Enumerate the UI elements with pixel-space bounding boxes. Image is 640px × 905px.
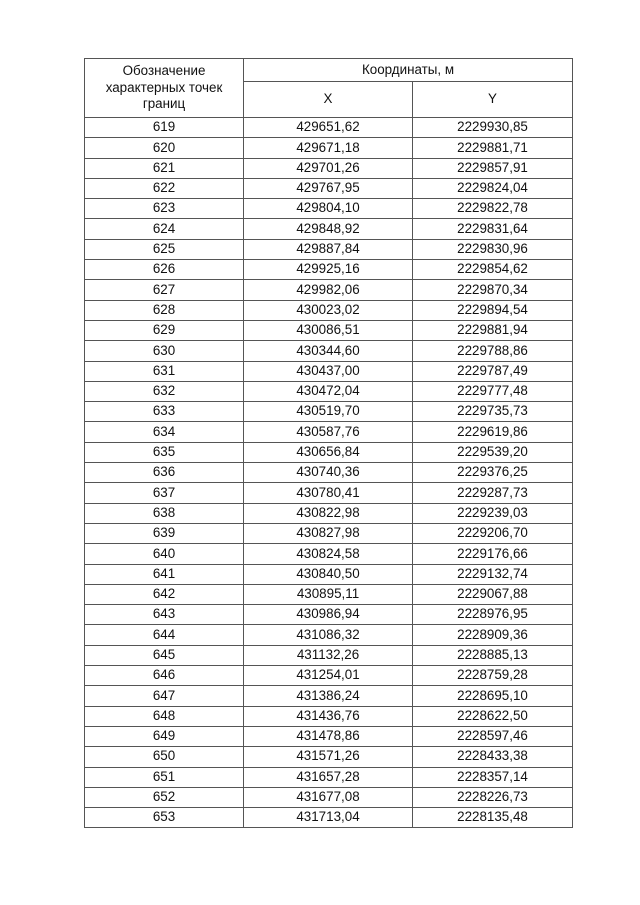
table-row xyxy=(85,178,573,198)
point-number-cell: 643 xyxy=(85,605,244,625)
table-row xyxy=(85,523,573,543)
x-coordinate-cell: 430824,58 xyxy=(244,544,413,564)
point-number-cell: 645 xyxy=(85,645,244,665)
table-row xyxy=(85,503,573,523)
y-coordinate-cell: 2229881,71 xyxy=(413,138,573,158)
x-coordinate-cell: 430472,04 xyxy=(244,381,413,401)
table-row xyxy=(85,422,573,442)
point-number-cell: 632 xyxy=(85,381,244,401)
table-row xyxy=(85,199,573,219)
point-number-cell: 623 xyxy=(85,199,244,219)
y-coordinate-cell: 2229830,96 xyxy=(413,239,573,259)
point-number-cell: 648 xyxy=(85,706,244,726)
y-coordinate-cell: 2229894,54 xyxy=(413,300,573,320)
x-coordinate-cell: 430822,98 xyxy=(244,503,413,523)
x-coordinate-cell: 430437,00 xyxy=(244,361,413,381)
table-row xyxy=(85,341,573,361)
y-coordinate-cell: 2229788,86 xyxy=(413,341,573,361)
x-coordinate-cell: 429651,62 xyxy=(244,118,413,138)
y-coordinate-cell: 2229822,78 xyxy=(413,199,573,219)
table-row xyxy=(85,767,573,787)
table-row xyxy=(85,118,573,138)
x-column-header: X xyxy=(244,82,413,118)
point-number-cell: 626 xyxy=(85,260,244,280)
y-column-header: Y xyxy=(413,82,573,118)
table-row xyxy=(85,320,573,340)
y-coordinate-cell: 2228135,48 xyxy=(413,808,573,828)
y-coordinate-cell: 2229735,73 xyxy=(413,402,573,422)
point-number-cell: 646 xyxy=(85,666,244,686)
table-row xyxy=(85,605,573,625)
table-row xyxy=(85,219,573,239)
x-coordinate-cell: 430740,36 xyxy=(244,463,413,483)
x-coordinate-cell: 430086,51 xyxy=(244,320,413,340)
y-coordinate-cell: 2229824,04 xyxy=(413,178,573,198)
x-coordinate-cell: 431478,86 xyxy=(244,726,413,746)
x-coordinate-cell: 429767,95 xyxy=(244,178,413,198)
x-coordinate-cell: 430344,60 xyxy=(244,341,413,361)
y-coordinate-cell: 2229539,20 xyxy=(413,442,573,462)
y-coordinate-cell: 2228622,50 xyxy=(413,706,573,726)
coordinates-header: Координаты, м xyxy=(244,59,573,82)
point-number-cell: 619 xyxy=(85,118,244,138)
point-number-cell: 624 xyxy=(85,219,244,239)
table-row xyxy=(85,239,573,259)
x-coordinate-cell: 430840,50 xyxy=(244,564,413,584)
x-coordinate-cell: 430986,94 xyxy=(244,605,413,625)
y-coordinate-cell: 2229067,88 xyxy=(413,584,573,604)
x-coordinate-cell: 429671,18 xyxy=(244,138,413,158)
y-coordinate-cell: 2229881,94 xyxy=(413,320,573,340)
point-number-cell: 641 xyxy=(85,564,244,584)
table-row xyxy=(85,280,573,300)
document-page xyxy=(84,58,572,828)
point-number-cell: 628 xyxy=(85,300,244,320)
x-coordinate-cell: 431677,08 xyxy=(244,787,413,807)
point-number-cell: 638 xyxy=(85,503,244,523)
x-coordinate-cell: 431571,26 xyxy=(244,747,413,767)
point-number-cell: 639 xyxy=(85,523,244,543)
table-row xyxy=(85,625,573,645)
y-coordinate-cell: 2229787,49 xyxy=(413,361,573,381)
y-coordinate-cell: 2229857,91 xyxy=(413,158,573,178)
point-number-cell: 633 xyxy=(85,402,244,422)
coordinates-table xyxy=(84,58,573,828)
y-coordinate-cell: 2229206,70 xyxy=(413,523,573,543)
y-coordinate-cell: 2229239,03 xyxy=(413,503,573,523)
y-coordinate-cell: 2228695,10 xyxy=(413,686,573,706)
y-coordinate-cell: 2229132,74 xyxy=(413,564,573,584)
y-coordinate-cell: 2228357,14 xyxy=(413,767,573,787)
table-row xyxy=(85,544,573,564)
table-row xyxy=(85,808,573,828)
x-coordinate-cell: 431132,26 xyxy=(244,645,413,665)
point-number-cell: 620 xyxy=(85,138,244,158)
y-coordinate-cell: 2228597,46 xyxy=(413,726,573,746)
y-coordinate-cell: 2228226,73 xyxy=(413,787,573,807)
header-row-top xyxy=(85,59,573,82)
table-row xyxy=(85,138,573,158)
point-number-cell: 653 xyxy=(85,808,244,828)
table-row xyxy=(85,706,573,726)
point-number-cell: 622 xyxy=(85,178,244,198)
y-coordinate-cell: 2229619,86 xyxy=(413,422,573,442)
table-row xyxy=(85,361,573,381)
table-row xyxy=(85,666,573,686)
x-coordinate-cell: 430895,11 xyxy=(244,584,413,604)
table-row xyxy=(85,483,573,503)
table-row xyxy=(85,300,573,320)
table-row xyxy=(85,645,573,665)
y-coordinate-cell: 2229870,34 xyxy=(413,280,573,300)
x-coordinate-cell: 429982,06 xyxy=(244,280,413,300)
table-row xyxy=(85,442,573,462)
x-coordinate-cell: 429925,16 xyxy=(244,260,413,280)
y-coordinate-cell: 2229287,73 xyxy=(413,483,573,503)
table-row xyxy=(85,747,573,767)
point-number-cell: 635 xyxy=(85,442,244,462)
x-coordinate-cell: 429701,26 xyxy=(244,158,413,178)
table-row xyxy=(85,463,573,483)
table-row xyxy=(85,686,573,706)
table-row xyxy=(85,260,573,280)
point-number-cell: 649 xyxy=(85,726,244,746)
x-coordinate-cell: 429887,84 xyxy=(244,239,413,259)
point-number-cell: 630 xyxy=(85,341,244,361)
x-coordinate-cell: 430827,98 xyxy=(244,523,413,543)
x-coordinate-cell: 430780,41 xyxy=(244,483,413,503)
x-coordinate-cell: 430656,84 xyxy=(244,442,413,462)
x-coordinate-cell: 429848,92 xyxy=(244,219,413,239)
point-number-cell: 634 xyxy=(85,422,244,442)
table-row xyxy=(85,402,573,422)
y-coordinate-cell: 2229777,48 xyxy=(413,381,573,401)
point-number-cell: 647 xyxy=(85,686,244,706)
y-coordinate-cell: 2229930,85 xyxy=(413,118,573,138)
y-coordinate-cell: 2229854,62 xyxy=(413,260,573,280)
table-body xyxy=(85,118,573,828)
point-designation-header: Обозначение характерных точек границ xyxy=(85,59,244,118)
point-number-cell: 631 xyxy=(85,361,244,381)
point-number-cell: 650 xyxy=(85,747,244,767)
point-number-cell: 627 xyxy=(85,280,244,300)
x-coordinate-cell: 430587,76 xyxy=(244,422,413,442)
table-row xyxy=(85,584,573,604)
table-row xyxy=(85,158,573,178)
point-number-cell: 625 xyxy=(85,239,244,259)
x-coordinate-cell: 431254,01 xyxy=(244,666,413,686)
point-number-cell: 652 xyxy=(85,787,244,807)
x-coordinate-cell: 431713,04 xyxy=(244,808,413,828)
point-number-cell: 621 xyxy=(85,158,244,178)
x-coordinate-cell: 431657,28 xyxy=(244,767,413,787)
y-coordinate-cell: 2228759,28 xyxy=(413,666,573,686)
x-coordinate-cell: 430519,70 xyxy=(244,402,413,422)
point-number-cell: 640 xyxy=(85,544,244,564)
point-number-cell: 644 xyxy=(85,625,244,645)
y-coordinate-cell: 2229831,64 xyxy=(413,219,573,239)
x-coordinate-cell: 431386,24 xyxy=(244,686,413,706)
y-coordinate-cell: 2228976,95 xyxy=(413,605,573,625)
table-row xyxy=(85,381,573,401)
y-coordinate-cell: 2228909,36 xyxy=(413,625,573,645)
table-header xyxy=(85,59,573,118)
table-row xyxy=(85,787,573,807)
point-number-cell: 637 xyxy=(85,483,244,503)
point-number-cell: 629 xyxy=(85,320,244,340)
table-row xyxy=(85,564,573,584)
x-coordinate-cell: 431436,76 xyxy=(244,706,413,726)
y-coordinate-cell: 2229176,66 xyxy=(413,544,573,564)
point-number-cell: 651 xyxy=(85,767,244,787)
table-row xyxy=(85,726,573,746)
x-coordinate-cell: 429804,10 xyxy=(244,199,413,219)
y-coordinate-cell: 2228433,38 xyxy=(413,747,573,767)
point-number-cell: 636 xyxy=(85,463,244,483)
point-number-cell: 642 xyxy=(85,584,244,604)
x-coordinate-cell: 431086,32 xyxy=(244,625,413,645)
y-coordinate-cell: 2228885,13 xyxy=(413,645,573,665)
y-coordinate-cell: 2229376,25 xyxy=(413,463,573,483)
x-coordinate-cell: 430023,02 xyxy=(244,300,413,320)
